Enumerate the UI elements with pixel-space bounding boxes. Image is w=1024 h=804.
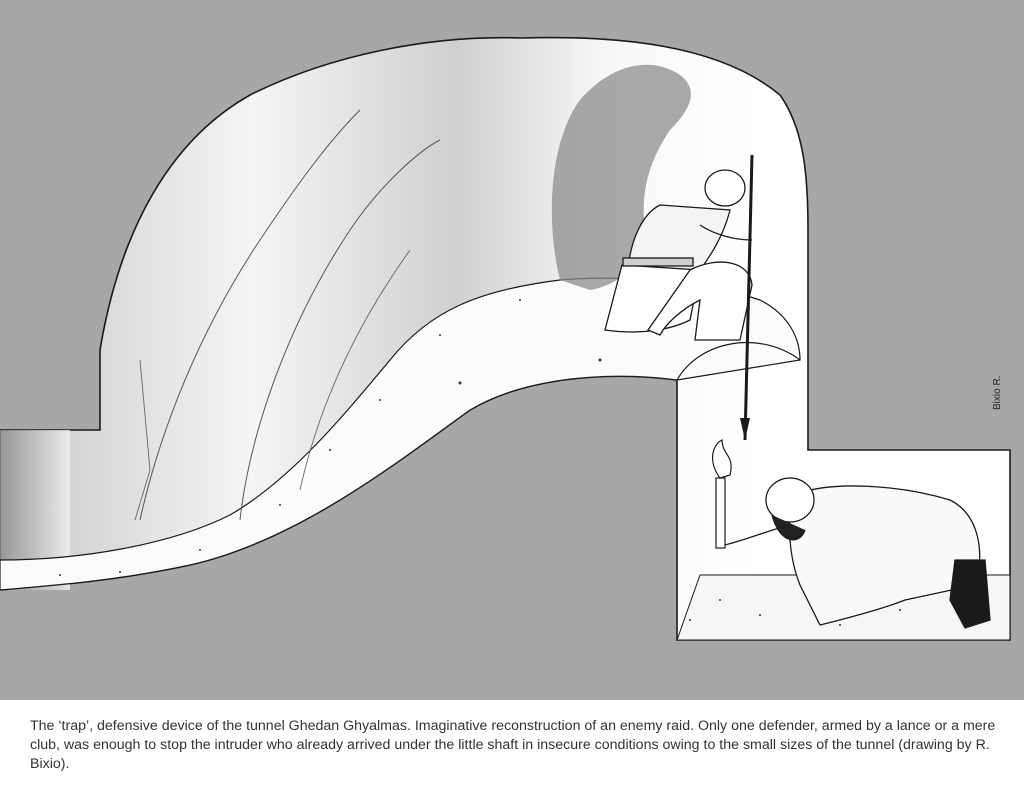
torch-handle xyxy=(716,478,725,548)
defender-belt xyxy=(623,258,693,266)
intruder-head xyxy=(766,478,814,522)
defender-head xyxy=(705,170,745,206)
artist-signature: Bixio R. xyxy=(992,375,1003,410)
figure-caption: The ‘trap’, defensive device of the tunnel Ghedan Ghyalmas. Imaginative reconstruction of an enemy raid. Only one defender, armed by a lance or a mere club, was enough to stop the intruder who already arrived under the little shaft in insecure conditions owing to the small sizes of the tunnel (drawing by R. Bixio). xyxy=(30,718,996,772)
